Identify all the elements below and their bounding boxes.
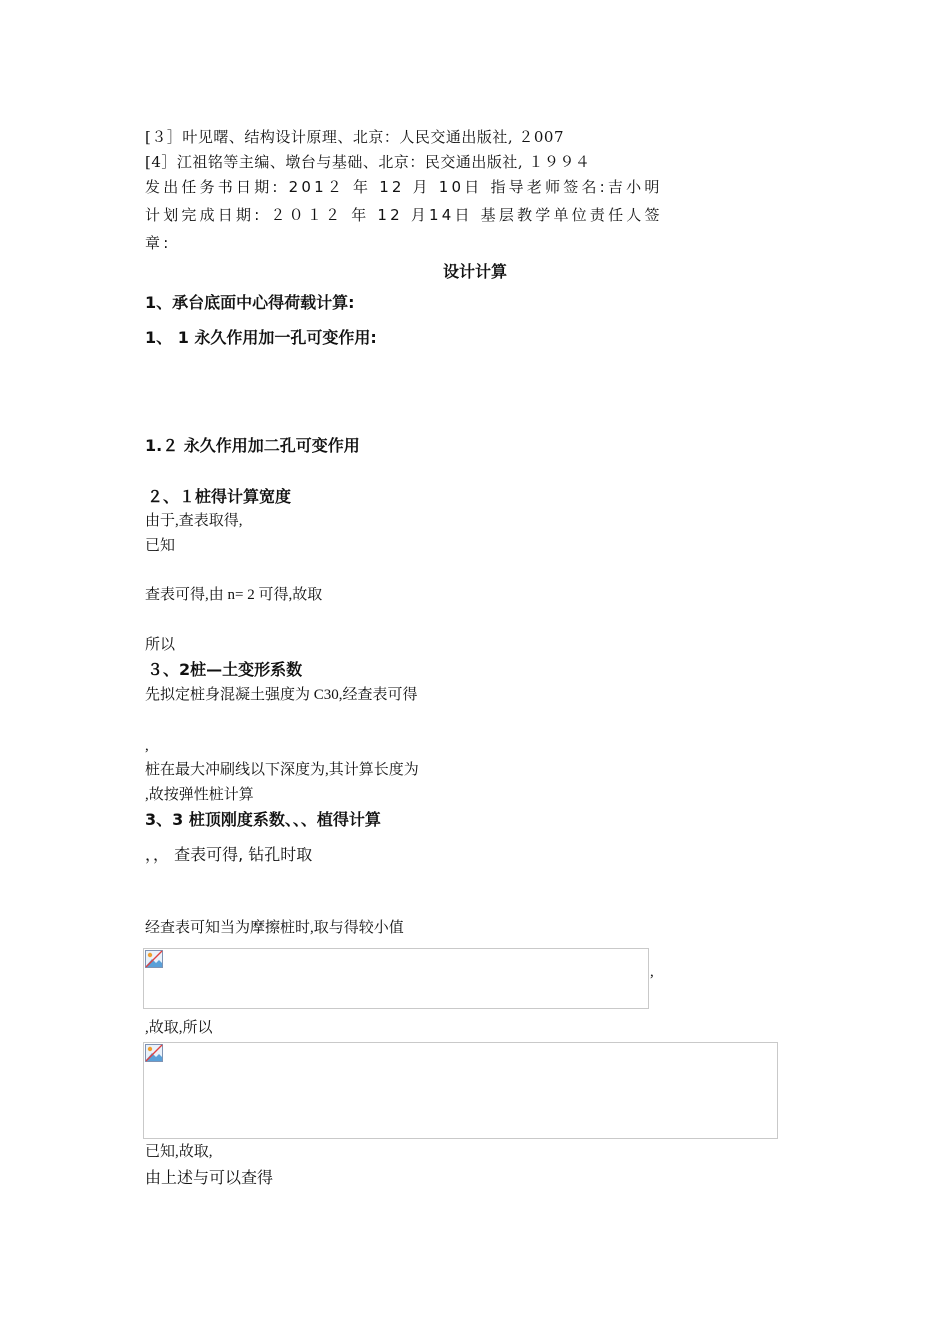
- section-3-paragraph-1: 先拟定桩身混凝土强度为 C30,经查表可得: [145, 687, 418, 703]
- broken-image-icon: [145, 950, 163, 968]
- after-image-1-comma: ,: [650, 964, 654, 980]
- section-1-heading: 1、承台底面中心得荷载计算:: [145, 293, 355, 312]
- section-3-3-heading: 3、3 桩顶刚度系数、、、植得计算: [145, 810, 381, 829]
- section-2-paragraph-1: 由于,查表取得,: [145, 513, 243, 529]
- page-title: 设计计算: [442, 262, 507, 281]
- section-3-paragraph-3: 桩在最大冲刷线以下深度为,其计算长度为: [145, 762, 419, 778]
- section-3-3-paragraph-2: 经查表可知当为摩擦桩时,取与得较小值: [145, 920, 404, 936]
- issue-date-line: 发出任务书日期: 201２ 年 12 月 10日 指导老师签名:吉小明: [145, 178, 663, 196]
- reference-3: [３］叶见曙、结构设计原理、北京：人民交通出版社, ２007: [145, 128, 565, 146]
- section-3-paragraph-4: ,故按弹性桩计算: [145, 787, 254, 803]
- section-3-paragraph-2: ,: [145, 738, 149, 754]
- reference-4: [4］江祖铭等主编、墩台与基础、北京：民交通出版社, １９９４: [145, 153, 591, 171]
- plan-date-line: 计划完成日期: ２０１２ 年 12 月14日 基层教学单位责任人签: [145, 206, 663, 224]
- section-3-3-paragraph-1: ，， 查表可得, 钻孔时取: [145, 845, 313, 864]
- section-1-1-heading: 1、 1 永久作用加一孔可变作用:: [145, 328, 377, 347]
- embedded-image-1: [143, 948, 649, 1009]
- section-3-3-paragraph-3: ,故取,所以: [145, 1020, 213, 1036]
- embedded-image-2: [143, 1042, 778, 1139]
- broken-image-icon: [145, 1044, 163, 1062]
- section-3-heading: ３、2桩—土变形系数: [147, 660, 303, 679]
- section-3-3-paragraph-4: 已知,故取,: [145, 1144, 213, 1160]
- plan-date-line-continued: 章:: [145, 234, 172, 252]
- section-2-paragraph-4: 所以: [145, 637, 176, 653]
- section-2-heading: ２、１桩得计算宽度: [147, 487, 292, 506]
- section-2-paragraph-2: 已知: [145, 538, 176, 554]
- section-1-2-heading: 1.２ 永久作用加二孔可变作用: [145, 436, 360, 455]
- section-2-paragraph-3: 查表可得,由 n= 2 可得,故取: [145, 587, 323, 603]
- section-3-3-paragraph-5: 由上述与可以查得: [145, 1168, 274, 1187]
